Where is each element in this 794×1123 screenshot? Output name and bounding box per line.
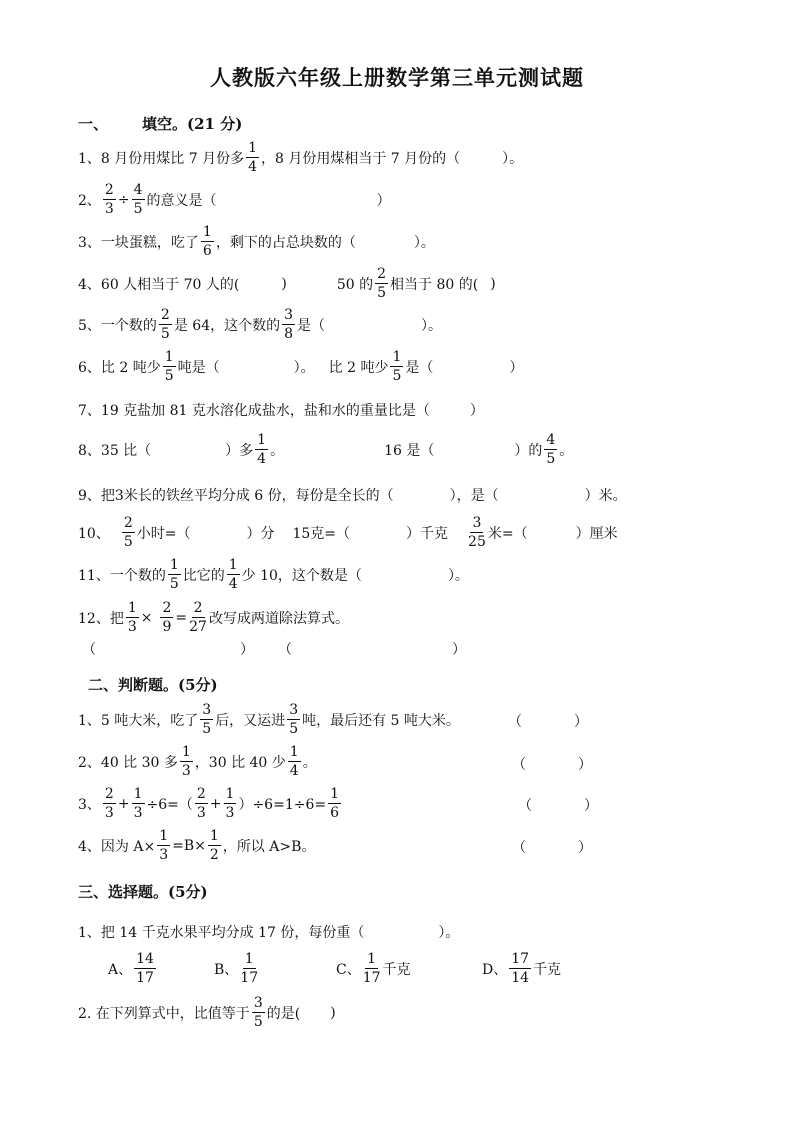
- judgment-4: [78, 829, 315, 862]
- fraction: $\frac{1}{5}$: [169, 557, 179, 592]
- fraction: $\frac{1}{17}$: [240, 951, 259, 986]
- bracket: （: [278, 642, 292, 658]
- question-number: 3、: [78, 796, 101, 813]
- question-text: 1、8 月份用煤比 7 月份多: [78, 150, 245, 167]
- choice-1: [78, 922, 459, 942]
- judgment-1: [78, 703, 460, 736]
- fraction: $\frac{1}{5}$: [392, 349, 402, 384]
- fraction: $\frac{2}{27}$: [189, 600, 207, 635]
- question-text: 8、35 比（: [78, 442, 152, 459]
- question-number: 2、: [78, 192, 101, 209]
- page-title: 人教版六年级上册数学第三单元测试题: [210, 65, 584, 90]
- operator: ×: [140, 609, 153, 626]
- question-text: ）。: [293, 359, 315, 376]
- question-1: [78, 141, 523, 174]
- question-text: 小时=（: [136, 525, 191, 542]
- question-text: 改写成两道除法算式。: [208, 610, 349, 627]
- question-text: ）多: [225, 442, 254, 459]
- question-text: ）。: [502, 150, 524, 167]
- question-text: 吨是（: [177, 359, 220, 376]
- operator: +: [117, 795, 130, 812]
- choice-option-b[interactable]: B、 $\frac{1}{17}$: [214, 951, 259, 986]
- question-text: ): [281, 275, 287, 292]
- question-text: ）÷6=1÷6=: [238, 796, 327, 813]
- question-text: ÷6=（: [146, 796, 193, 813]
- fraction: $\frac{1}{4}$: [248, 140, 257, 175]
- question-text: ）千克: [406, 525, 449, 542]
- choice-option-a[interactable]: A、 $\frac{14}{17}$: [108, 951, 154, 986]
- question-text: ，8 月份用煤相当于 7 月份的（: [261, 150, 461, 167]
- question-text: 9、把3米长的铁丝平均分成 6 份，每份是全长的（: [78, 488, 394, 504]
- question-text: ）: [509, 359, 524, 376]
- fraction: $\frac{3}{5}$: [202, 702, 212, 737]
- fraction: $\frac{1}{6}$: [202, 224, 212, 259]
- question-text: ）。: [421, 317, 443, 334]
- choice-2: [78, 996, 336, 1029]
- question-text: 。: [302, 754, 317, 771]
- question-text: ）厘米: [575, 525, 618, 542]
- fraction: $\frac{14}{17}$: [136, 951, 154, 986]
- fraction: $\frac{1}{4}$: [289, 744, 299, 779]
- fraction: $\frac{1}{2}$: [209, 828, 219, 863]
- fraction: $\frac{1}{3}$: [225, 786, 235, 821]
- question-text: ）: [469, 403, 484, 419]
- section-judgment-heading: 二、判断题。(5分): [88, 676, 218, 694]
- question-text: 15克=（: [292, 525, 351, 542]
- question-text: ): [490, 275, 496, 292]
- choice-option-c[interactable]: C、 $\frac{1}{17}$ 千克: [336, 951, 411, 986]
- question-text: ）。: [413, 234, 435, 251]
- section-number: 一、: [78, 115, 109, 133]
- fraction: $\frac{3}{5}$: [289, 702, 299, 737]
- operator: =: [175, 609, 188, 626]
- question-6: [78, 350, 523, 383]
- fraction: $\frac{1}{17}$: [362, 951, 381, 986]
- question-text: 的是(: [266, 1005, 301, 1022]
- fraction: $\frac{17}{14}$: [511, 951, 530, 986]
- question-text: ）。: [438, 925, 460, 941]
- fraction: $\frac{1}{5}$: [164, 349, 174, 384]
- question-9: [78, 485, 627, 505]
- fraction: $\frac{2}{5}$: [123, 515, 133, 550]
- fraction: $\frac{2}{3}$: [196, 786, 206, 821]
- bracket: ）: [240, 642, 254, 658]
- question-text: 少 10，这个数是（: [241, 567, 362, 584]
- question-text: ）。: [447, 567, 469, 584]
- fraction: $\frac{1}{6}$: [330, 786, 340, 821]
- question-text: ）分: [246, 525, 275, 542]
- judgment-2: [78, 745, 317, 778]
- question-text: 4、因为 A×: [78, 838, 156, 855]
- question-number: 10、: [78, 525, 110, 542]
- question-text: 米=（: [487, 525, 528, 542]
- question-text: 4、60 人相当于 70 人的(: [78, 276, 240, 293]
- judgment-4-answer[interactable]: （ ）: [512, 840, 592, 856]
- question-10: [78, 516, 618, 549]
- question-text: 11、一个数的: [78, 567, 166, 584]
- question-text: 12、把: [78, 610, 124, 627]
- question-8: [78, 433, 573, 466]
- choice-option-d[interactable]: D、 $\frac{17}{14}$ 千克: [482, 951, 562, 986]
- fraction: $\frac{4}{5}$: [546, 432, 556, 467]
- judgment-1-answer[interactable]: （ ）: [508, 714, 588, 730]
- question-text: 1、把 14 千克水果平均分成 17 份，每份重（: [78, 925, 365, 941]
- fraction: $\frac{2}{5}$: [377, 266, 387, 301]
- bracket: （: [82, 642, 96, 658]
- question-3: [78, 225, 435, 258]
- question-text: 。: [559, 442, 574, 459]
- question-text: 1、5 吨大米，吃了: [78, 712, 199, 729]
- question-text: 6、比 2 吨少: [78, 359, 161, 376]
- fraction: $\frac{1}{3}$: [181, 744, 191, 779]
- section-fill-in-heading: [78, 113, 242, 134]
- judgment-2-answer[interactable]: （ ）: [512, 757, 592, 773]
- question-5: [78, 308, 442, 341]
- question-12: [78, 601, 349, 634]
- question-text: 是 64，这个数的: [173, 317, 281, 334]
- question-4: [78, 267, 496, 300]
- question-text: 7、19 克盐加 81 克水溶化成盐水，盐和水的重量比是（: [78, 403, 430, 419]
- fraction: $\frac{3}{8}$: [284, 307, 294, 342]
- question-text: 是（: [297, 317, 326, 334]
- question-text: 50 的: [336, 276, 374, 293]
- question-text: 相当于 80 的(: [390, 276, 479, 293]
- fraction: $\frac{1}{4}$: [228, 557, 238, 592]
- question-text: 3、一块蛋糕，吃了: [78, 234, 199, 251]
- question-text: 2. 在下列算式中，比值等于: [78, 1005, 250, 1022]
- question-text: ，剩下的占总块数的（: [215, 234, 356, 251]
- fraction: $\frac{1}{3}$: [127, 600, 137, 635]
- operator: +: [209, 795, 222, 812]
- question-7: [78, 400, 484, 420]
- judgment-3-answer[interactable]: （ ）: [518, 798, 598, 814]
- fraction: $\frac{3}{25}$: [468, 515, 486, 550]
- question-text: ，30 比 40 少: [194, 754, 286, 771]
- question-text: ）米。: [584, 488, 627, 504]
- fraction: $\frac{2}{3}$: [104, 786, 114, 821]
- section-choice-heading: 三、选择题。(5分): [78, 883, 208, 901]
- question-text: =B×: [172, 837, 206, 854]
- question-text: 16 是（: [384, 442, 435, 459]
- question-text: 2、40 比 30 多: [78, 754, 178, 771]
- section-label: 填空。(21 分): [142, 115, 243, 133]
- fraction: $\frac{1}{3}$: [159, 828, 169, 863]
- question-text: 5、一个数的: [78, 317, 157, 334]
- question-text: 比它的: [182, 567, 225, 584]
- judgment-3: [78, 787, 343, 820]
- operator: ÷: [117, 191, 130, 208]
- fraction: $\frac{4}{5}$: [133, 182, 143, 217]
- question-text: ): [330, 1004, 336, 1021]
- fraction: $\frac{2}{5}$: [160, 307, 170, 342]
- question-text: ）的: [514, 442, 543, 459]
- question-12-answer-row: [82, 639, 466, 659]
- question-text: 的意义是（: [146, 192, 217, 209]
- question-text: 比 2 吨少: [328, 359, 389, 376]
- fraction: $\frac{2}{3}$: [104, 182, 114, 217]
- question-text: 后，又运进: [215, 712, 286, 729]
- question-11: [78, 558, 469, 591]
- question-text: ，所以 A>B。: [222, 838, 316, 855]
- question-text: 吨，最后还有 5 吨大米。: [302, 712, 460, 729]
- question-text: ），是（: [449, 488, 499, 504]
- question-2: [78, 183, 391, 216]
- fraction: $\frac{2}{9}$: [162, 600, 172, 635]
- fraction: $\frac{1}{4}$: [257, 432, 267, 467]
- question-text: 是（: [405, 359, 434, 376]
- question-text: ）: [376, 192, 391, 209]
- question-text: 。: [270, 442, 285, 459]
- fraction: $\frac{3}{5}$: [253, 995, 263, 1030]
- fraction: $\frac{1}{3}$: [133, 786, 143, 821]
- bracket: ）: [452, 642, 466, 658]
